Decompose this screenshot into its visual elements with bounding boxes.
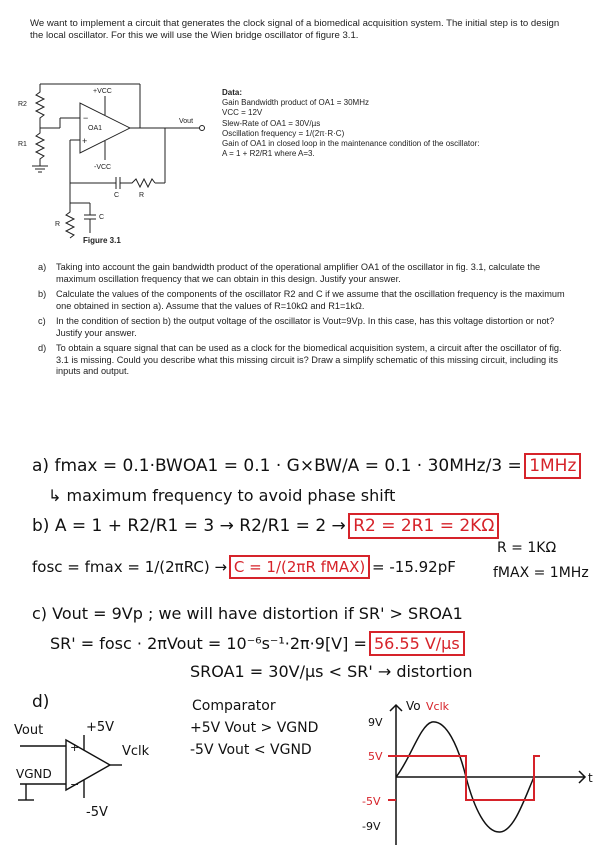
label-r1: R1	[18, 141, 27, 148]
data-line: Slew-Rate of OA1 = 30V/µs	[222, 118, 321, 128]
comparator-vneg-label: -5V	[86, 805, 108, 820]
label-r-shunt: R	[55, 221, 61, 228]
question-text: Calculate the values of the components of the oscillator R2 and C if we assume that the oscillation frequency is the maximum one obtained in section a). Assume that the values of R=10kΩ and R1=1kΩ.	[56, 289, 565, 311]
svg-text:−: −	[70, 778, 80, 791]
answer-d-label: d)	[32, 692, 50, 712]
comparator-vgnd-label: VGND	[16, 767, 52, 781]
data-line: A = 1 + R2/R1 where A=3.	[222, 149, 315, 159]
graph-vo-label: Vo	[406, 699, 421, 713]
answer-c-2	[50, 634, 462, 653]
data-line: Gain Bandwidth product of OA1 = 30MHz	[222, 98, 369, 108]
question-letter: d)	[38, 343, 47, 353]
data-title: Data:	[222, 88, 243, 97]
answer-a-result: 1MHz	[529, 456, 577, 476]
label-vcc-pos: +VCC	[93, 88, 112, 95]
label-oa1: OA1	[88, 125, 103, 132]
question-d	[38, 343, 574, 378]
comparator-vpos-label: +5V	[86, 720, 115, 735]
graph-m9v-label: -9V	[362, 820, 381, 833]
sine-wave	[396, 722, 534, 832]
answer-b-given2: fMAX = 1MHz	[493, 565, 589, 581]
answer-a	[32, 456, 578, 476]
answer-b-given1: R = 1KΩ	[497, 540, 557, 556]
label-r2: R2	[18, 101, 27, 108]
graph-vclk-label: Vclk	[426, 700, 449, 713]
label-r-series: R	[139, 192, 145, 199]
data-line: VCC = 12V	[222, 108, 263, 118]
problem-intro: We want to implement a circuit that generates the clock signal of a biomedical acquisition system. The initial step is to design the local oscillator. For this we will use the Wien bridge oscillator of figure 3.1.	[30, 18, 560, 41]
answer-b-result2: C = 1/(2πR fMAX)	[233, 558, 366, 576]
data-line: Oscillation frequency = 1/(2π·R·C)	[222, 128, 345, 138]
question-letter: b)	[38, 289, 47, 299]
answer-a-note: ↳ maximum frequency to avoid phase shift	[48, 486, 396, 505]
figure-caption: Figure 3.1	[83, 236, 121, 245]
graph-5v-label: 5V	[368, 750, 383, 763]
svg-text:+: +	[82, 136, 88, 146]
r2-resistor	[36, 88, 44, 122]
graph-9v-label: 9V	[368, 716, 383, 729]
question-text: Taking into account the gain bandwidth product of the operational amplifier OA1 of the oscillator in fig. 3.1, calculate the maximum oscillation frequency that we can obtain in this design. Justify your answer.	[56, 262, 541, 284]
label-vout: Vout	[179, 118, 194, 125]
label-c-shunt: C	[99, 214, 105, 221]
answer-b-line2: fosc = fmax = 1/(2πRC) →	[32, 558, 228, 576]
comparator-rule-2: -5V Vout < VGND	[190, 742, 312, 758]
square-wave	[396, 756, 540, 800]
r-series-resistor	[125, 179, 155, 187]
graph-m5v-label: -5V	[362, 795, 381, 808]
answer-b-line1: b) A = 1 + R2/R1 = 3 → R2/R1 = 2 →	[32, 516, 346, 536]
question-c	[38, 316, 574, 339]
answer-c-3: SROA1 = 30V/µs < SR' → distortion	[190, 662, 473, 681]
answer-c-line2: SR' = fosc · 2πVout = 10⁻⁶s⁻¹·2π·9[V] =	[50, 634, 367, 653]
question-text: In the condition of section b) the output voltage of the oscillator is Vout=9Vp. In this case, has this voltage distortion or not? Justify your answer.	[56, 316, 555, 338]
graph-t-label: t	[588, 771, 593, 785]
comparator-rule-1: +5V Vout > VGND	[190, 720, 319, 736]
data-block	[222, 88, 582, 159]
question-b	[38, 289, 574, 312]
questions-list	[38, 262, 574, 382]
question-letter: a)	[38, 262, 47, 272]
data-line: Gain of OA1 in closed loop in the maintenance condition of the oscillator:	[222, 139, 480, 149]
comparator-triangle	[66, 740, 110, 790]
question-a	[38, 262, 574, 285]
answer-c-result: 56.55 V/µs	[373, 634, 460, 653]
question-letter: c)	[38, 316, 46, 326]
answer-b-value2: = -15.92pF	[372, 558, 456, 576]
waveform-graph	[362, 699, 593, 845]
answer-a-line: a) fmax = 0.1·BWOA1 = 0.1 · G×BW/A = 0.1 · 30MHz/3 =	[32, 456, 522, 476]
svg-text:−: −	[83, 113, 89, 123]
label-vcc-neg: -VCC	[94, 164, 112, 171]
comparator-vout-label: Vout	[14, 723, 44, 738]
r1-resistor	[36, 128, 44, 166]
svg-text:+: +	[70, 741, 80, 754]
answer-b-1	[32, 516, 496, 536]
r-shunt-resistor	[66, 208, 74, 238]
answer-b-2	[32, 558, 456, 576]
question-text: To obtain a square signal that can be used as a clock for the biomedical acquisition system, a circuit after the oscillator of fig. 3.1 is missing. Could you describe what this missing circuit is? Draw a simplify schematic of this missing circuit, including its inputs and output.	[56, 343, 562, 376]
label-c-series: C	[114, 192, 120, 199]
comparator-title: Comparator	[192, 698, 276, 714]
comparator-vclk-label: Vclk	[122, 744, 150, 759]
answer-b-result1: R2 = 2R1 = 2KΩ	[353, 516, 495, 536]
answer-c-1: c) Vout = 9Vp ; we will have distortion if SR' > SROA1	[32, 604, 463, 623]
